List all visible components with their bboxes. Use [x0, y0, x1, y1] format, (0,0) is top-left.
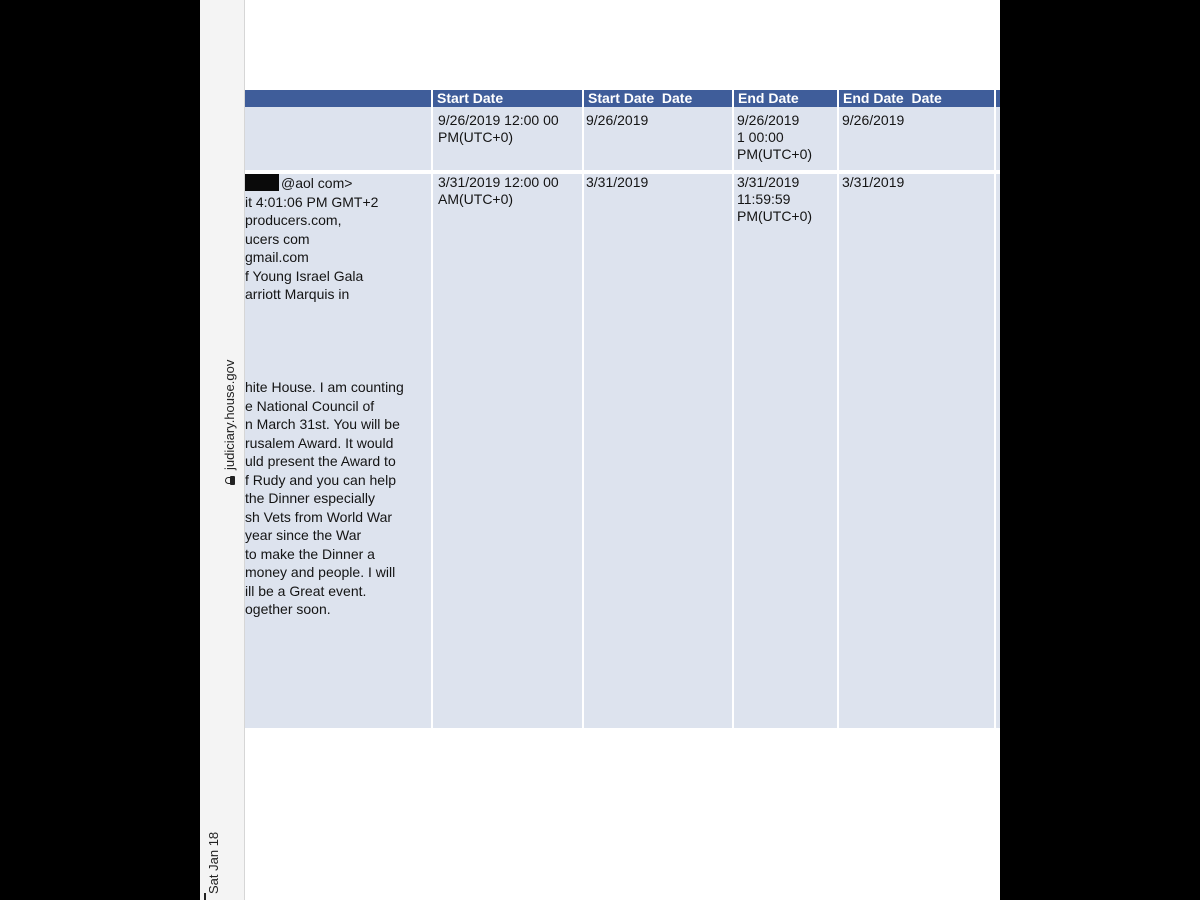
row2-start-date: 3/31/2019 — [586, 174, 649, 190]
email-from-line — [245, 174, 378, 193]
row1-start-datetime-line2: PM(UTC+0) — [438, 129, 514, 145]
email-recipient-line: ucers com — [245, 230, 310, 247]
row1-start-datetime-line1: 9/26/2019 12:00 00 — [438, 112, 559, 128]
lock-icon — [225, 476, 235, 485]
row1-start-date: 9/26/2019 — [586, 112, 649, 128]
email-body-line: rusalem Award. It would — [245, 434, 394, 451]
header-cut-off — [996, 90, 1000, 107]
email-body-line: uld present the Award to — [245, 453, 396, 469]
email-body-line: year since the War — [245, 527, 362, 543]
row2-end-datetime-line2: 11:59:59 — [737, 191, 791, 207]
email-from-text: @aol com> — [281, 175, 353, 191]
row2-end-datetime-line1: 3/31/2019 — [737, 174, 800, 190]
header-end-date-date: End Date Date — [839, 90, 994, 107]
row2-start-datetime-line2: AM(UTC+0) — [438, 191, 514, 207]
row1-start-datetime — [438, 112, 559, 146]
email-body-line: hite House. I am counting — [245, 379, 404, 395]
email-body-line: e National Council of — [245, 397, 375, 414]
row2-end-datetime — [737, 174, 812, 225]
redaction-block — [245, 174, 279, 191]
email-body-line: to make the Dinner a — [245, 545, 375, 562]
row2-end-datetime-line3: PM(UTC+0) — [737, 208, 813, 224]
email-body-fragment — [245, 378, 404, 619]
email-body-line: money and people. I will — [245, 564, 396, 580]
email-recipient-line: producers.com, — [245, 212, 342, 228]
header-cell-blank — [245, 90, 431, 107]
row2-end-date: 3/31/2019 — [842, 174, 905, 190]
row1-end-date: 9/26/2019 — [842, 112, 905, 128]
status-glyph — [204, 893, 206, 900]
url-text: judiciary.house.gov — [222, 359, 237, 470]
header-start-date-date: Start Date Date — [584, 90, 732, 107]
row1-end-datetime — [737, 112, 812, 163]
email-sent-line: it 4:01:06 PM GMT+2 — [245, 193, 379, 210]
row2-start-datetime-line1: 3/31/2019 12:00 00 — [438, 174, 559, 190]
email-body-line: the Dinner especially — [245, 490, 375, 506]
email-body-line: n March 31st. You will be — [245, 416, 400, 432]
cut-off-column — [996, 90, 1000, 728]
scanned-document-page — [245, 0, 1000, 900]
email-subject-line: f Young Israel Gala — [245, 267, 364, 284]
header-end-date: End Date — [734, 90, 837, 107]
row1-end-datetime-line1: 9/26/2019 — [737, 112, 800, 128]
email-body-line: ogether soon. — [245, 601, 331, 617]
row1-end-datetime-line3: PM(UTC+0) — [737, 146, 813, 162]
email-recipient-line: gmail.com — [245, 249, 309, 265]
email-body-line: sh Vets from World War — [245, 508, 393, 525]
email-body-line: ill be a Great event. — [245, 582, 367, 599]
status-date: Sat Jan 18 — [206, 831, 221, 894]
row2-start-datetime — [438, 174, 559, 208]
header-start-date: Start Date — [433, 90, 582, 107]
row1-end-datetime-line2: 1 00:00 — [737, 129, 784, 145]
email-header-fragment — [245, 174, 378, 304]
email-body-line: f Rudy and you can help — [245, 471, 396, 488]
url-indicator[interactable] — [222, 360, 237, 485]
calendar-table — [245, 90, 1000, 728]
email-subject-line: arriott Marquis in — [245, 286, 350, 302]
